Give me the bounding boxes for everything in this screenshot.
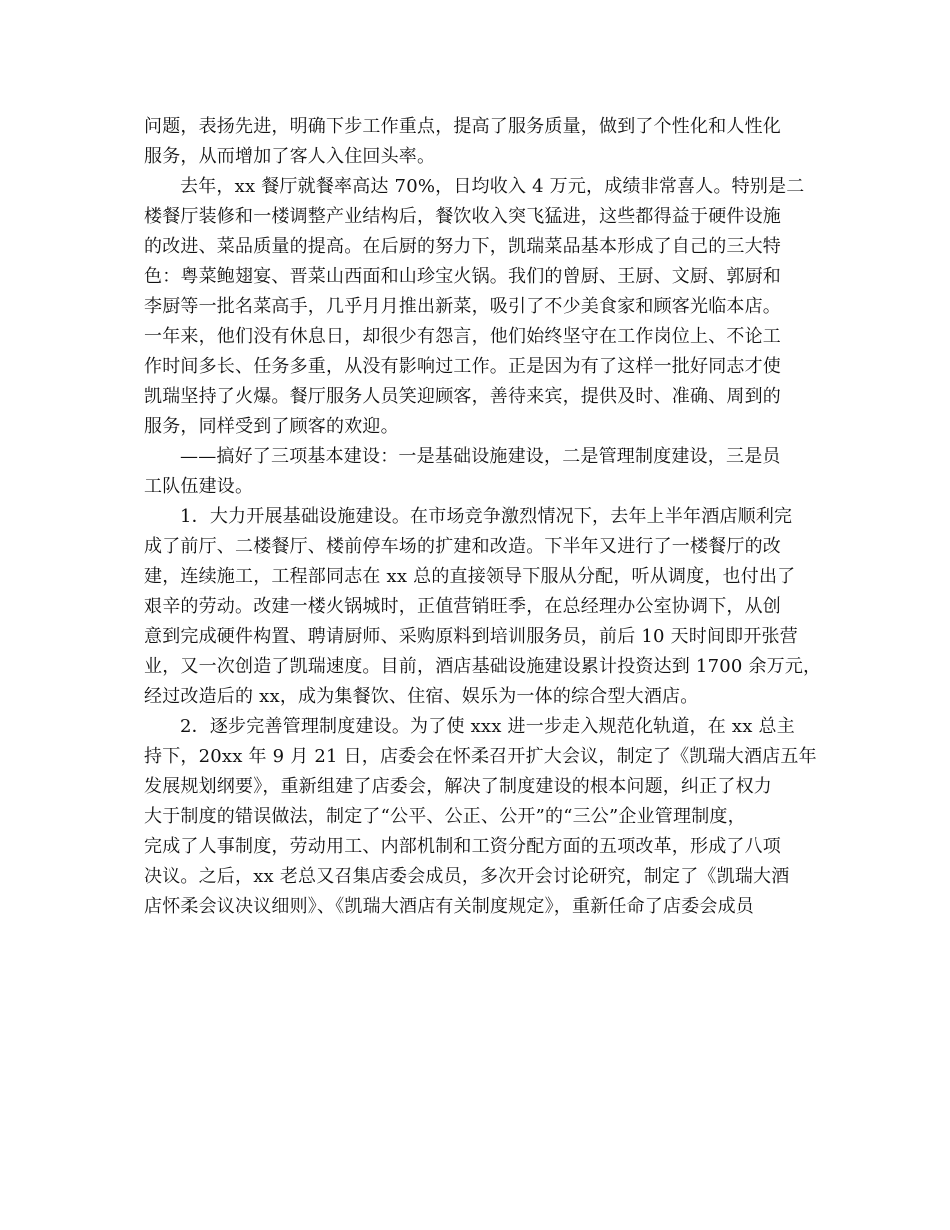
text-line: 成了前厅、二楼餐厅、楼前停车场的扩建和改造。下半年又进行了一楼餐厅的改 [144, 536, 781, 557]
text-line: 色：粤菜鲍翅宴、晋菜山西面和山珍宝火锅。我们的曾厨、王厨、文厨、郭厨和 [144, 266, 781, 287]
text-line: 的改进、菜品质量的提高。在后厨的努力下，凯瑞菜品基本形成了自己的三大特 [144, 236, 781, 257]
text-line: 大于制度的错误做法，制定了“公平、公正、公开”的“三公”企业管理制度， [144, 806, 746, 827]
text-line: 意到完成硬件构置、聘请厨师、采购原料到培训服务员，前后 10 天时间即开张营 [144, 626, 798, 647]
text-line: 李厨等一批名菜高手，几乎月月推出新菜，吸引了不少美食家和顾客光临本店。 [144, 296, 781, 317]
text-line: 工队伍建设。 [144, 476, 254, 497]
text-line: 完成了人事制度，劳动用工、内部机制和工资分配方面的五项改革，形成了八项 [144, 836, 781, 857]
document-page [144, 112, 822, 922]
text-line: 持下，20xx 年 9 月 21 日，店委会在怀柔召开扩大会议，制定了《凯瑞大酒店五年 [144, 746, 817, 767]
text-line: 去年，xx 餐厅就餐率高达 70%，日均收入 4 万元，成绩非常喜人。特别是二 [180, 176, 805, 197]
text-line: 发展规划纲要》，重新组建了店委会，解决了制度建设的根本问题，纠正了权力 [144, 776, 772, 797]
text-line: 问题，表扬先进，明确下步工作重点，提高了服务质量，做到了个性化和人性化 [144, 116, 781, 137]
text-line: 建，连续施工，工程部同志在 xx 总的直接领导下服从分配，听从调度，也付出了 [144, 566, 796, 587]
text-line: 店怀柔会议决议细则》、《凯瑞大酒店有关制度规定》，重新任命了店委会成员 [144, 896, 754, 917]
text-line: 经过改造后的 xx，成为集餐饮、住宿、娱乐为一体的综合型大酒店。 [144, 686, 699, 707]
text-line: 决议。之后，xx 老总又召集店委会成员，多次开会讨论研究，制定了《凯瑞大酒 [144, 866, 790, 887]
text-line: 2．逐步完善管理制度建设。为了使 xxx 进一步走入规范化轨道，在 xx 总主 [180, 716, 795, 737]
text-line: ——搞好了三项基本建设：一是基础设施建设，二是管理制度建设，三是员 [180, 446, 781, 467]
text-line: 服务，同样受到了顾客的欢迎。 [144, 416, 399, 437]
text-line: 一年来，他们没有休息日，却很少有怨言，他们始终坚守在工作岗位上、不论工 [144, 326, 781, 347]
text-line: 业，又一次创造了凯瑞速度。目前，酒店基础设施建设累计投资达到 1700 余万元， [144, 656, 822, 677]
text-line: 1．大力开展基础设施建设。在市场竞争激烈情况下，去年上半年酒店顺利完 [180, 506, 793, 527]
text-line: 艰辛的劳动。改建一楼火锅城时，正值营销旺季，在总经理办公室协调下，从创 [144, 596, 781, 617]
text-line: 服务，从而增加了客人入住回头率。 [144, 146, 436, 167]
text-line: 凯瑞坚持了火爆。餐厅服务人员笑迎顾客，善待来宾，提供及时、准确、周到的 [144, 386, 781, 407]
text-line: 楼餐厅装修和一楼调整产业结构后，餐饮收入突飞猛进，这些都得益于硬件设施 [144, 206, 781, 227]
text-line: 作时间多长、任务多重，从没有影响过工作。正是因为有了这样一批好同志才使 [144, 356, 781, 377]
